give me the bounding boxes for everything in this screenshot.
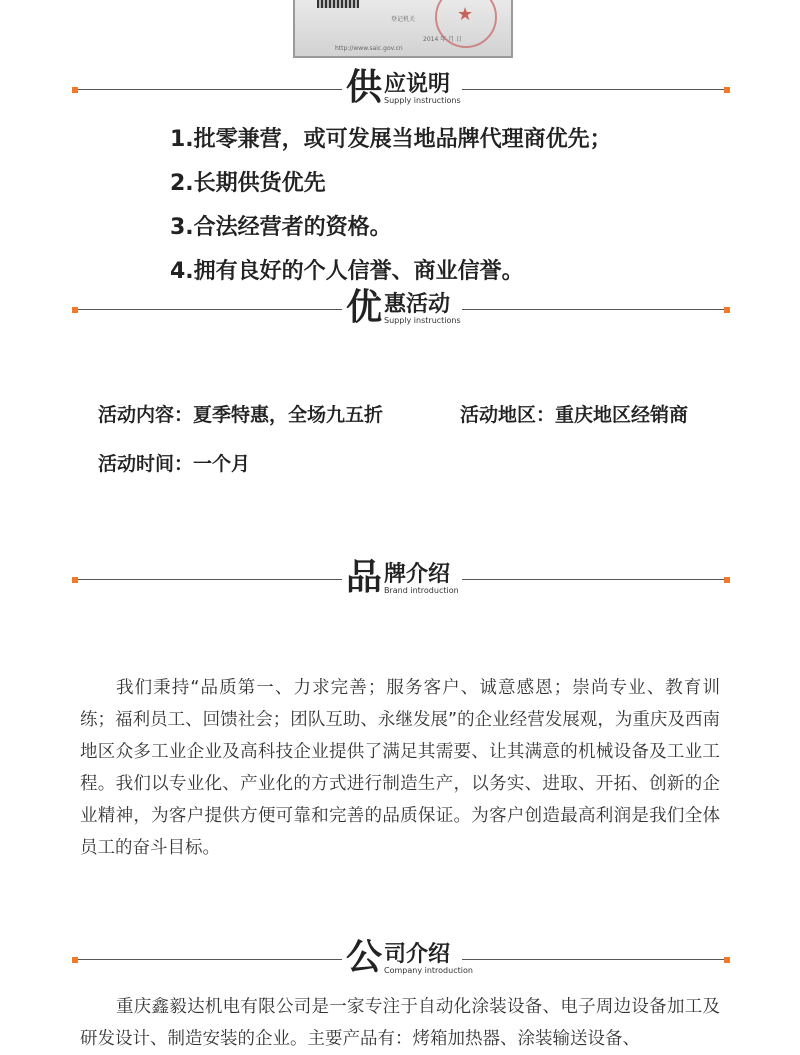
official-seal-icon: ★ — [435, 0, 497, 48]
business-license-image — [293, 0, 513, 58]
divider-line-right — [462, 959, 724, 960]
section-title: 司介绍 — [384, 942, 451, 967]
section-header-supply — [0, 67, 800, 110]
supply-list — [170, 118, 612, 294]
list-item: 1.批零兼营，或可发展当地品牌代理商优先； — [170, 127, 612, 152]
divider-dot-left — [72, 957, 78, 963]
section-subtitle: Brand introduction — [384, 586, 459, 595]
section-header-promo — [0, 287, 800, 330]
company-intro-text: 重庆鑫毅达机电有限公司是一家专注于自动化涂装设备、电子周边设备加工及研发设计、制造安装的企业。主要产品有：烤箱加热器、涂装输送设备、 — [80, 997, 720, 1049]
promo-region: 活动地区：重庆地区经销商 — [460, 404, 689, 426]
list-item: 3.合法经营者的资格。 — [170, 215, 392, 240]
divider-dot-left — [72, 577, 78, 583]
divider-dot-right — [724, 307, 730, 313]
section-title-initial: 优 — [346, 287, 383, 328]
cert-authority-text: 登记机关 — [391, 16, 416, 23]
section-title-initial: 品 — [346, 557, 383, 598]
list-item: 4.拥有良好的个人信誉、商业信誉。 — [170, 259, 524, 284]
section-title-initial: 公 — [346, 937, 383, 978]
divider-dot-left — [72, 307, 78, 313]
cert-date-text: 2014 年 月 日 — [423, 36, 462, 43]
divider-line-right — [462, 579, 724, 580]
cert-footer-text: http://www.saic.gov.cn — [335, 45, 403, 52]
divider-line-right — [462, 309, 724, 310]
list-item: 2.长期供货优先 — [170, 171, 326, 196]
section-title: 牌介绍 — [384, 562, 451, 587]
section-subtitle: Supply instructions — [384, 96, 461, 105]
section-header-company — [0, 937, 800, 980]
divider-line-left — [78, 89, 342, 90]
divider-dot-right — [724, 87, 730, 93]
section-title-initial: 供 — [346, 67, 383, 108]
promo-content: 活动内容：夏季特惠，全场九五折 — [98, 404, 384, 426]
divider-line-left — [78, 579, 342, 580]
divider-line-right — [462, 89, 724, 90]
divider-dot-right — [724, 577, 730, 583]
brand-intro-text: 我们秉持“品质第一、力求完善；服务客户、诚意感恩；崇尚专业、教育训练；福利员工、回馈社会；团队互助、永继发展”的企业经营发展观，为重庆及西南地区众多工业企业及高科技企业提供了满足其需要、让其满意的机械设备及工业工程。我们以专业化、产业化的方式进行制造生产，以务实、进取、开拓、创新的企业精神，为客户提供方便可靠和完善的品质保证。为客户创造最高利润是我们全体员工的奋斗目标。 — [80, 678, 720, 858]
divider-line-left — [78, 959, 342, 960]
divider-line-left — [78, 309, 342, 310]
section-title: 惠活动 — [384, 292, 451, 317]
section-title: 应说明 — [384, 72, 451, 97]
divider-dot-right — [724, 957, 730, 963]
divider-dot-left — [72, 87, 78, 93]
promo-duration: 活动时间：一个月 — [98, 453, 251, 475]
section-subtitle: Company introduction — [384, 966, 473, 975]
section-header-brand — [0, 557, 800, 600]
qr-code-icon — [317, 0, 359, 8]
section-subtitle: Supply instructions — [384, 316, 461, 325]
